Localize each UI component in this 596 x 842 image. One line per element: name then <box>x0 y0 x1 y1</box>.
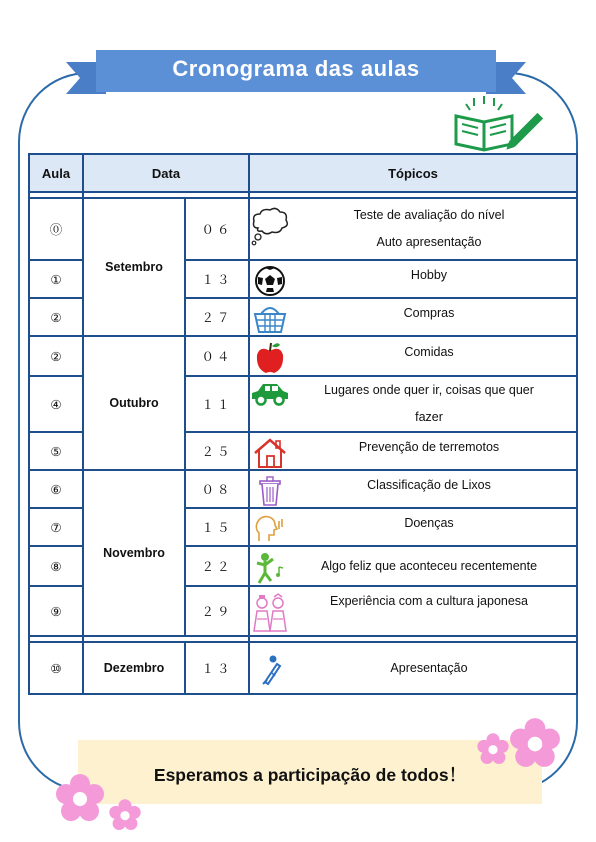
book-pen-icon <box>450 94 554 154</box>
dancing-person-icon <box>250 547 290 585</box>
day: ０６ <box>185 198 249 260</box>
day: １５ <box>185 508 249 546</box>
table-row <box>29 336 577 376</box>
day: ２２ <box>185 546 249 586</box>
apple-icon <box>250 337 290 375</box>
topic-line: Auto apresentação <box>376 235 482 249</box>
topic-line: Doenças <box>404 516 454 530</box>
topic-cell <box>249 642 577 694</box>
aula-number: ⓪ <box>29 198 83 260</box>
topic-line: Hobby <box>410 268 448 282</box>
topic-line: Lugares onde quer ir, coisas que quer <box>324 383 534 397</box>
topic-cell <box>249 470 577 508</box>
aula-number: ⑥ <box>29 470 83 508</box>
house-icon <box>250 433 290 469</box>
flower-icon <box>476 732 510 766</box>
day: ０４ <box>185 336 249 376</box>
aula-number: ② <box>29 336 83 376</box>
day: １１ <box>185 376 249 432</box>
flower-icon <box>508 716 562 770</box>
soccer-ball-icon <box>250 261 290 297</box>
month-setembro: Setembro <box>83 198 185 336</box>
topic-cell <box>249 508 577 546</box>
topic-cell <box>249 298 577 336</box>
thought-bubble-icon <box>250 202 290 248</box>
page-title: Cronograma das aulas <box>172 56 420 81</box>
flower-icon <box>108 798 142 832</box>
header-data: Data <box>83 154 249 192</box>
topic-cell <box>249 546 577 586</box>
sick-person-icon <box>250 509 290 545</box>
topic-cell <box>249 336 577 376</box>
month-outubro: Outubro <box>83 336 185 470</box>
aula-number: ⑤ <box>29 432 83 470</box>
aula-number: ② <box>29 298 83 336</box>
title-ribbon <box>66 48 526 98</box>
topic-line: Experiência com a cultura japonesa <box>329 594 529 608</box>
header-topicos: Tópicos <box>249 154 577 192</box>
aula-number: ⑨ <box>29 586 83 636</box>
schedule-table <box>28 153 578 695</box>
day: ０８ <box>185 470 249 508</box>
day: ２５ <box>185 432 249 470</box>
day: ２７ <box>185 298 249 336</box>
topic-line: fazer <box>415 410 443 424</box>
topic-cell <box>249 586 577 636</box>
japanese-dolls-icon <box>250 589 290 633</box>
month-dezembro: Dezembro <box>83 642 185 694</box>
trash-can-icon <box>250 471 290 507</box>
aula-number: ⑩ <box>29 642 83 694</box>
day: ２９ <box>185 586 249 636</box>
table-header <box>29 154 577 192</box>
topic-line: Classificação de Lixos <box>367 478 491 492</box>
presenter-icon <box>250 650 290 686</box>
table-row <box>29 198 577 260</box>
shopping-basket-icon <box>250 300 290 334</box>
topic-cell <box>249 432 577 470</box>
topic-line: Apresentação <box>390 661 468 675</box>
topic-line: Algo feliz que aconteceu recentemente <box>320 559 538 573</box>
topic-line: Teste de avaliação do nível <box>353 208 505 222</box>
topic-cell <box>249 376 577 432</box>
topic-cell <box>249 260 577 298</box>
day: １３ <box>185 642 249 694</box>
topic-cell <box>249 198 577 260</box>
flower-icon <box>54 772 106 824</box>
aula-number: ⑦ <box>29 508 83 546</box>
footer-message: Esperamos a participação de todos！ <box>153 765 467 785</box>
topic-line: Compras <box>403 306 455 320</box>
footer-banner <box>78 740 542 804</box>
day: １３ <box>185 260 249 298</box>
table-row <box>29 470 577 508</box>
header-aula: Aula <box>29 154 83 192</box>
topic-line: Comidas <box>404 345 454 359</box>
aula-number: ④ <box>29 376 83 432</box>
aula-number: ① <box>29 260 83 298</box>
aula-number: ⑧ <box>29 546 83 586</box>
table-row <box>29 642 577 694</box>
month-novembro: Novembro <box>83 470 185 636</box>
topic-line: Prevenção de terremotos <box>358 440 500 454</box>
car-icon <box>250 377 290 407</box>
